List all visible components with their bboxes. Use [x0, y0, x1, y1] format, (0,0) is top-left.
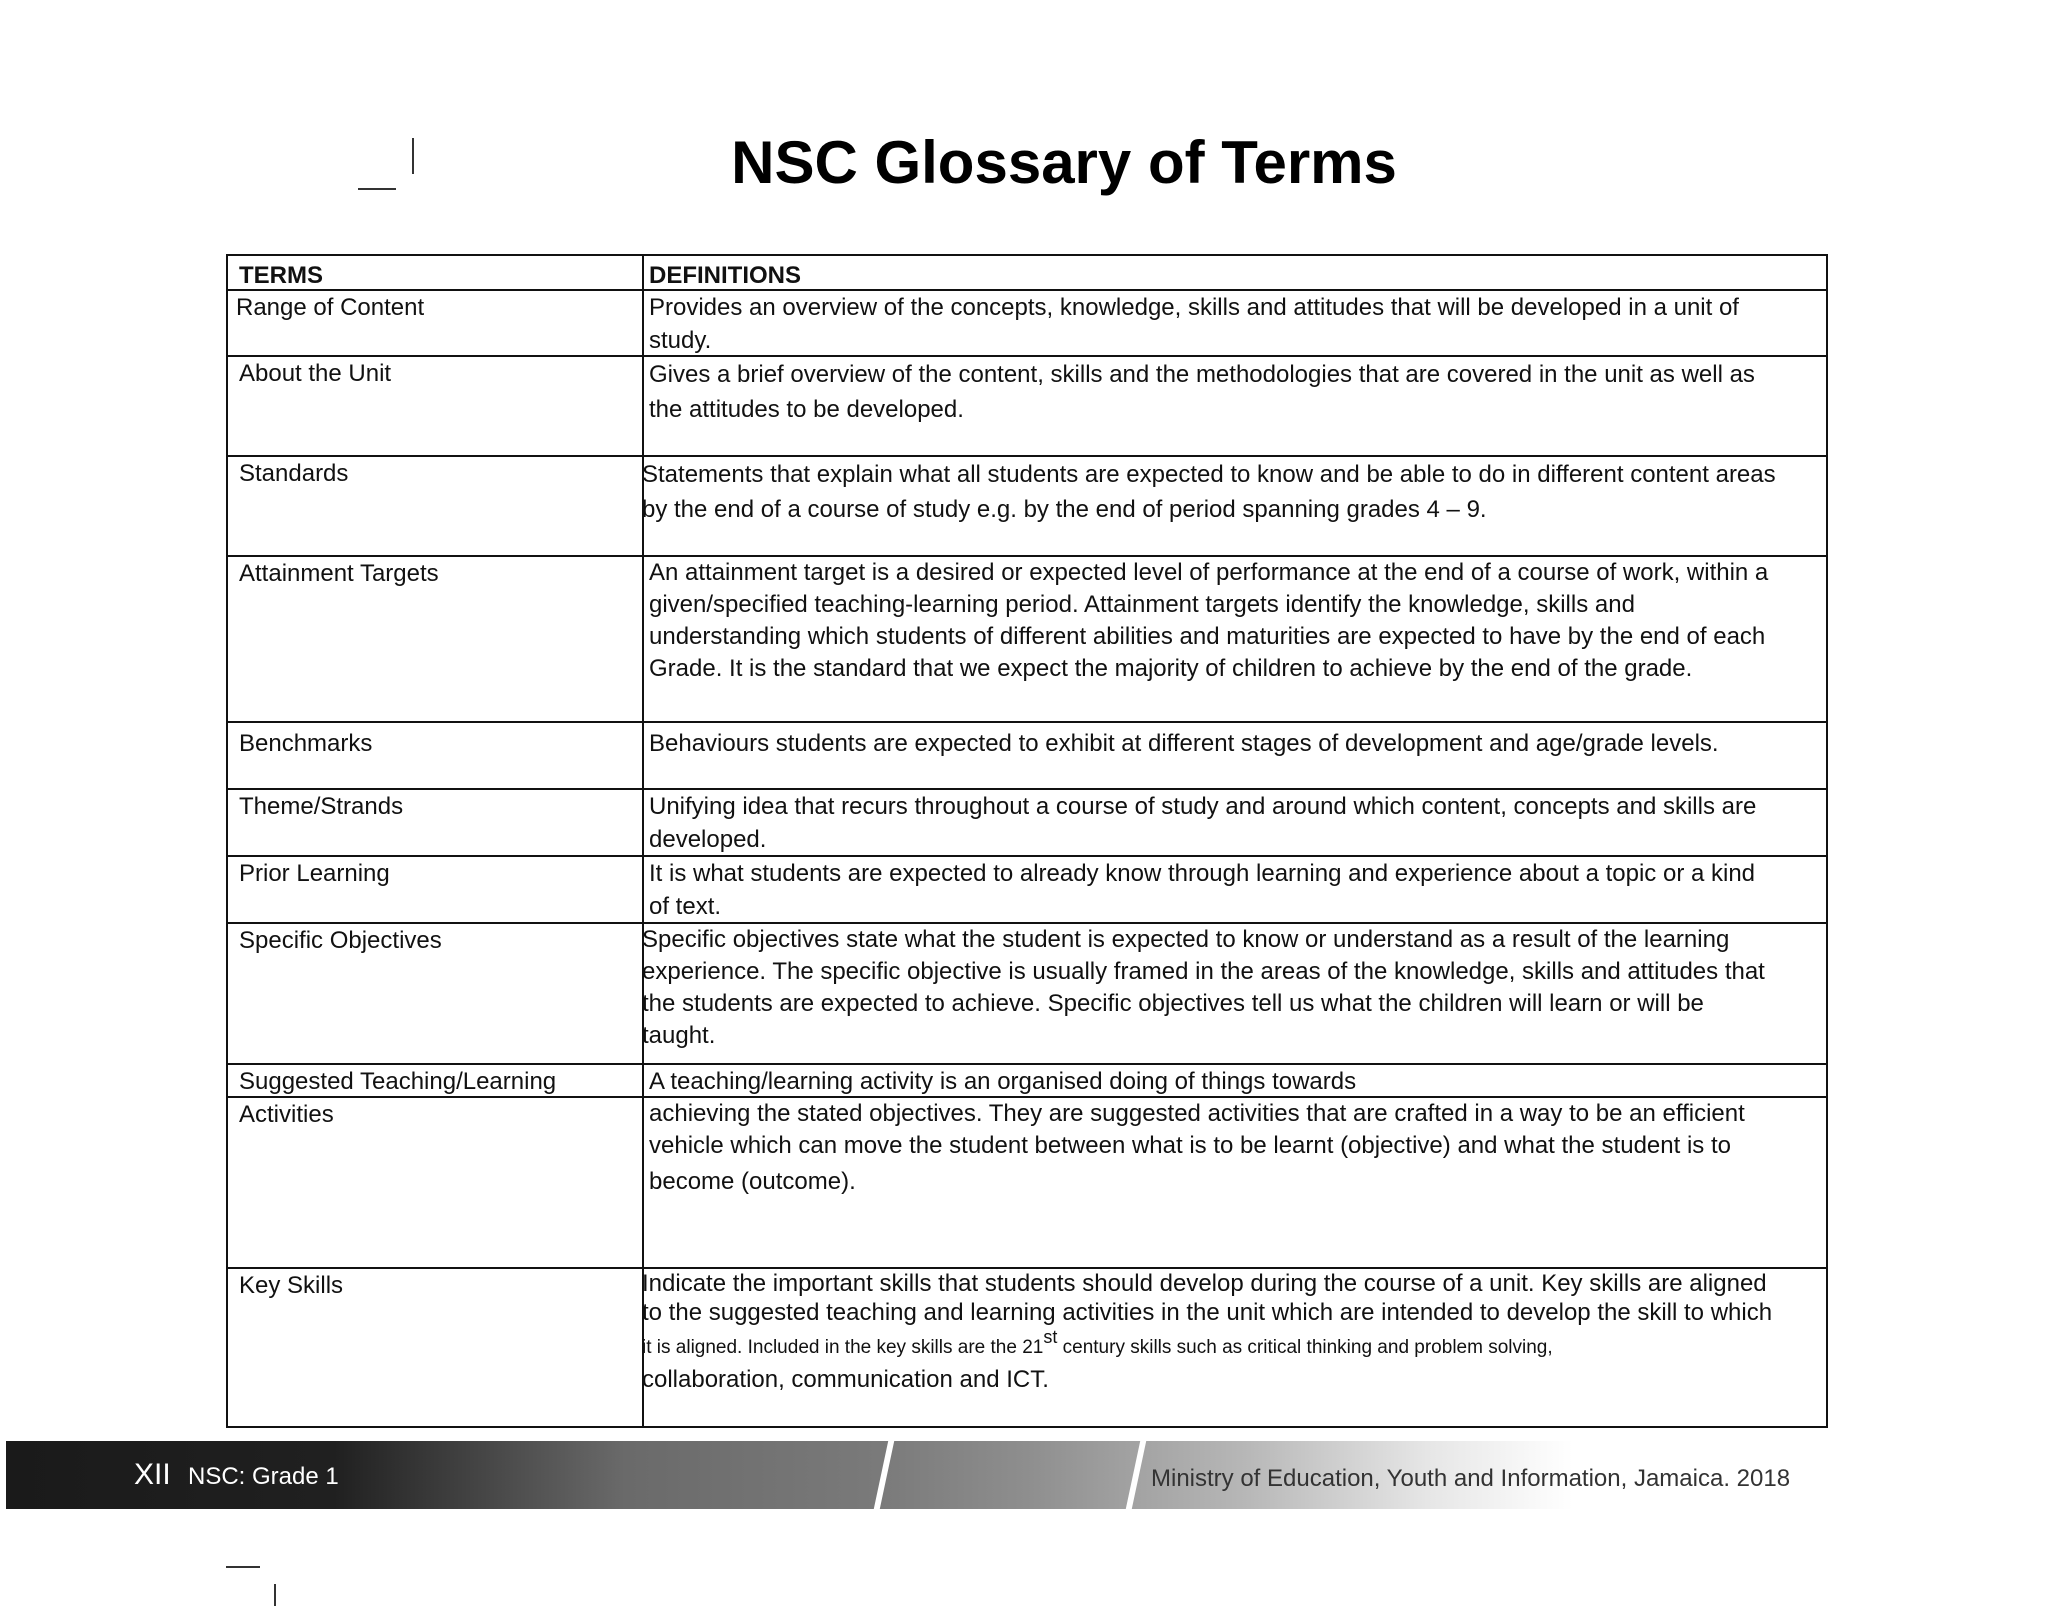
definition-line: Unifying idea that recurs throughout a course of study and around which content, concepts and skills are: [649, 793, 1757, 820]
table-row: [228, 455, 1826, 557]
page-title: NSC Glossary of Terms: [731, 129, 1397, 196]
definition-line: Provides an overview of the concepts, knowledge, skills and attitudes that will be developed in a unit of: [649, 294, 1739, 321]
footer-divider: [1126, 1441, 1146, 1509]
definition-cell: [642, 1269, 1812, 1394]
definition-cell: [649, 557, 1819, 685]
term-cell: Prior Learning: [239, 860, 390, 887]
definition-line: collaboration, communication and ICT.: [642, 1366, 1049, 1393]
definition-line: the students are expected to achieve. Specific objectives tell us what the children will learn or will be: [642, 990, 1704, 1017]
definition-line: Indicate the important skills that students should develop during the course of a unit. Key skills are aligned: [642, 1270, 1767, 1297]
definition-line: vehicle which can move the student between what is to be learnt (objective) and what the student is to: [649, 1132, 1731, 1159]
definition-line: [642, 1327, 1812, 1362]
terms-header: TERMS: [239, 262, 323, 289]
definition-line: Behaviours students are expected to exhibit at different stages of development and age/grade levels.: [649, 730, 1719, 757]
term-cell: Activities: [239, 1101, 334, 1128]
table-row: [228, 1096, 1826, 1269]
definition-cell: [642, 457, 1812, 527]
definitions-header: DEFINITIONS: [649, 262, 802, 289]
definition-cell: [642, 924, 1812, 1052]
superscript: st: [1043, 1327, 1058, 1347]
definition-line: to the suggested teaching and learning activities in the unit which are intended to develop the skill to which: [642, 1299, 1773, 1326]
definition-cell: [649, 790, 1819, 856]
term-cell: Specific Objectives: [239, 927, 442, 954]
term-cell: Standards: [239, 460, 349, 487]
definition-line: study.: [649, 327, 712, 354]
table-row: [228, 922, 1826, 1065]
term-cell: Attainment Targets: [239, 560, 439, 587]
definition-line: understanding which students of different abilities and maturities are expected to have by the end of each: [649, 623, 1766, 650]
definition-cell: [649, 1098, 1819, 1198]
page-footer: [6, 1441, 1828, 1509]
table-row: [228, 788, 1826, 857]
definition-cell: [649, 291, 1819, 357]
definition-line: Statements that explain what all students are expected to know and be able to do in different content areas: [642, 461, 1776, 488]
definition-line: A teaching/learning activity is an organised doing of things towards: [649, 1068, 1357, 1095]
definition-line: Grade. It is the standard that we expect the majority of children to achieve by the end of the grade.: [649, 655, 1693, 682]
crop-mark: [226, 1566, 260, 1568]
term-cell: Benchmarks: [239, 730, 373, 757]
definition-line: by the end of a course of study e.g. by the end of period spanning grades 4 – 9.: [642, 496, 1487, 523]
table-row: [228, 355, 1826, 457]
footer-divider: [874, 1441, 894, 1509]
term-cell: Range of Content: [236, 294, 425, 321]
definition-line: of text.: [649, 893, 722, 920]
table-row: [228, 555, 1826, 723]
table-header-row: [228, 256, 1826, 289]
term-cell: Suggested Teaching/Learning: [239, 1068, 557, 1095]
page-number: XII: [134, 1458, 171, 1491]
ministry-credit: Ministry of Education, Youth and Information, Jamaica. 2018: [1151, 1465, 1791, 1492]
definition-line: An attainment target is a desired or expected level of performance at the end of a course of work, within a: [649, 559, 1769, 586]
definition-text: it is aligned. Included in the key skills are the 21: [642, 1337, 1044, 1358]
definition-cell: [649, 727, 1819, 760]
definition-line: experience. The specific objective is usually framed in the areas of the knowledge, skills and attitudes that: [642, 958, 1765, 985]
definition-cell: [649, 857, 1819, 923]
table-row: [228, 1267, 1826, 1429]
table-row: [228, 289, 1826, 357]
crop-mark: [274, 1584, 276, 1606]
term-cell: About the Unit: [239, 360, 392, 387]
definition-cell: [649, 1065, 1819, 1098]
definition-text: century skills such as critical thinking and problem solving,: [1057, 1337, 1553, 1358]
definition-line: given/specified teaching-learning period. Attainment targets identify the knowledge, skills and: [649, 591, 1635, 618]
term-cell: Key Skills: [239, 1272, 344, 1299]
definition-line: Specific objectives state what the student is expected to know or understand as a result of the learning: [642, 926, 1730, 953]
definition-cell: [649, 357, 1819, 427]
table-row: [228, 855, 1826, 924]
definition-line: become (outcome).: [649, 1168, 856, 1195]
definition-line: developed.: [649, 826, 767, 853]
table-row: [228, 1063, 1826, 1098]
table-row: [228, 721, 1826, 790]
definition-line: taught.: [642, 1022, 716, 1049]
grade-label: NSC: Grade 1: [188, 1463, 339, 1490]
definition-line: It is what students are expected to already know through learning and experience about a topic or a kind: [649, 860, 1756, 887]
term-cell: Theme/Strands: [239, 793, 404, 820]
definition-line: Gives a brief overview of the content, skills and the methodologies that are covered in the unit as well as: [649, 361, 1755, 388]
glossary-table: [226, 254, 1828, 1428]
definition-line: achieving the stated objectives. They are suggested activities that are crafted in a way to be an efficient: [649, 1100, 1745, 1127]
definition-line: the attitudes to be developed.: [649, 396, 964, 423]
